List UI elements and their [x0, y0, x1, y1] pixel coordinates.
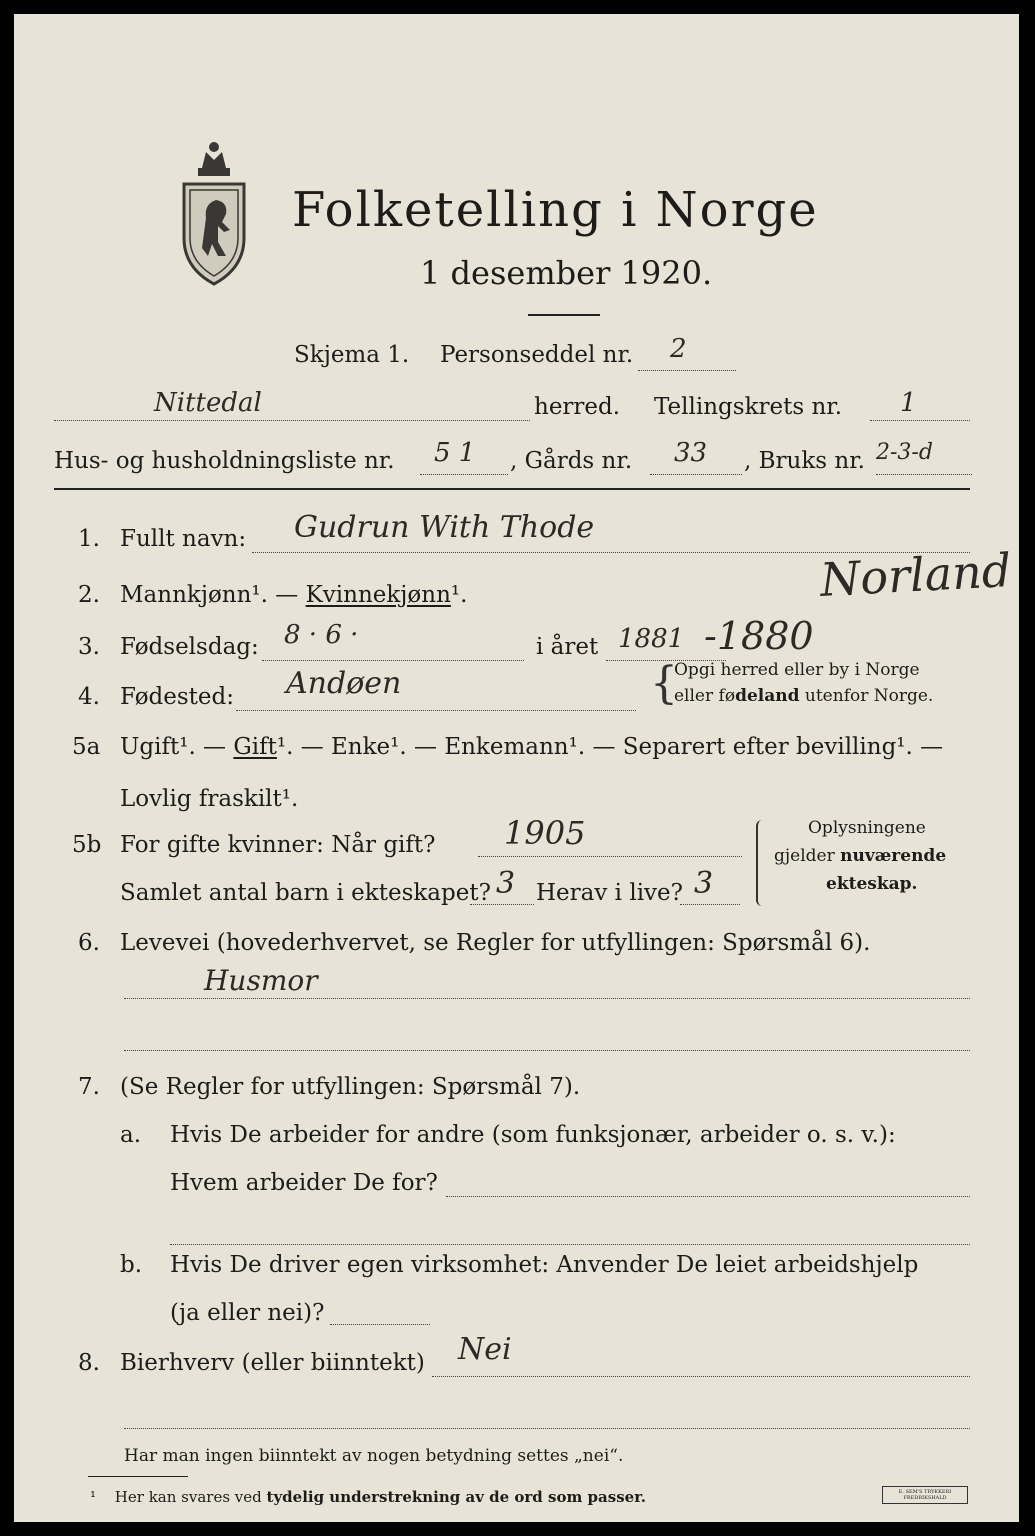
- q5b-number: 5b: [72, 832, 102, 858]
- q7a-question: Hvem arbeider De for?: [170, 1170, 438, 1196]
- personseddel-value: 2: [670, 334, 687, 364]
- form-title: Folketelling i Norge: [292, 182, 819, 238]
- q4-note2: [674, 686, 933, 706]
- q7-label: (Se Regler for utfyllingen: Spørsmål 7).: [120, 1074, 581, 1100]
- tellingskrets-value: 1: [900, 388, 917, 418]
- personseddel-line: [638, 370, 736, 371]
- herred-label: herred.: [534, 394, 621, 420]
- footnote-mark: ¹: [90, 1488, 97, 1506]
- q5b-bracket: [756, 820, 766, 906]
- personseddel-label: Personseddel nr.: [440, 342, 634, 368]
- q8-label: Bierhverv (eller biinntekt): [120, 1350, 425, 1376]
- herred-line: [54, 420, 530, 421]
- q3-year-label: i året: [536, 634, 599, 660]
- q6-number: 6.: [78, 930, 100, 956]
- q5a-line2: Lovlig fraskilt¹.: [120, 786, 299, 812]
- q8-line-1: [432, 1376, 970, 1377]
- q5b-note1: Oplysningene: [808, 818, 926, 838]
- q1-label: Fullt navn:: [120, 526, 247, 552]
- footnote: [90, 1488, 646, 1506]
- q5a-rest: ¹. — Enke¹. — Enkemann¹. — Separert efter bevilling¹. —: [276, 734, 944, 760]
- q3-day-line: [262, 660, 524, 661]
- q8-line-2: [124, 1428, 970, 1429]
- q6-label: Levevei (hovederhvervet, se Regler for utfyllingen: Spørsmål 6).: [120, 930, 871, 956]
- q7a-line-2: [170, 1244, 970, 1245]
- q3-year-value: 1881: [618, 624, 685, 654]
- q5b-note3: ekteskap.: [826, 874, 918, 894]
- q2-text: [120, 582, 467, 608]
- tellingskrets-line: [870, 420, 970, 421]
- hus-value: 5 1: [434, 438, 476, 468]
- q6-value: Husmor: [204, 964, 318, 997]
- q6-line-1: [124, 998, 970, 999]
- footer-note: Har man ingen biinntekt av nogen betydning settes „nei“.: [124, 1446, 624, 1466]
- q7a-text: Hvis De arbeider for andre (som funksjonær, arbeider o. s. v.):: [170, 1122, 896, 1148]
- q2-kvinne-suffix: ¹.: [450, 582, 468, 608]
- q4-value: Andøen: [286, 666, 402, 701]
- q7-number: 7.: [78, 1074, 100, 1100]
- q6-line-2: [124, 1050, 970, 1051]
- bruks-line: [876, 474, 972, 475]
- q5b-children-line: [470, 904, 534, 905]
- bruks-label: , Bruks nr.: [744, 448, 865, 474]
- q5b-note2-a: gjelder: [774, 846, 841, 866]
- coat-of-arms-icon: [174, 138, 254, 292]
- hus-line: [420, 474, 508, 475]
- q3-value: 8 · 6 ·: [284, 620, 359, 650]
- q5b-children-value: 3: [496, 866, 516, 901]
- q4-line: [236, 710, 636, 711]
- q1-value: Gudrun With Thode: [294, 510, 595, 545]
- q1-number: 1.: [78, 526, 100, 552]
- footnote-text-b: tydelig understrekning av de ord som passer.: [266, 1488, 646, 1506]
- tellingskrets-label: Tellingskrets nr.: [654, 394, 843, 420]
- header-rule: [54, 488, 970, 490]
- q5b-value: 1905: [504, 814, 586, 852]
- herred-value: Nittedal: [154, 388, 262, 418]
- gards-label: , Gårds nr.: [510, 448, 633, 474]
- q4-note2-c: utenfor Norge.: [799, 686, 934, 706]
- q4-note2-b: deland: [735, 686, 800, 706]
- margin-note-norland: Norland: [818, 543, 1013, 607]
- footnote-text-a: Her kan svares ved: [114, 1488, 267, 1506]
- q4-number: 4.: [78, 684, 100, 710]
- footnote-rule: [88, 1476, 188, 1477]
- q7b-text: Hvis De driver egen virksomhet: Anvender De leiet arbeidshjelp: [170, 1252, 919, 1278]
- q8-number: 8.: [78, 1350, 100, 1376]
- q5a-gift: Gift: [233, 734, 277, 760]
- q2-kvinne-label: Kvinnekjønn: [305, 582, 451, 608]
- q4-brace: {: [650, 658, 678, 709]
- q5b-children-label: Samlet antal barn i ekteskapet?: [120, 880, 491, 906]
- q8-value: Nei: [458, 1332, 512, 1367]
- printer-stamp: E. SEM'S TRYKKERI FREDRIKSHALD: [882, 1486, 968, 1504]
- q4-note2-a: eller fø: [674, 686, 736, 706]
- q5b-alive-value: 3: [694, 866, 714, 901]
- q5b-alive-line: [680, 904, 740, 905]
- title-divider: [528, 314, 600, 316]
- q7a-letter: a.: [120, 1122, 142, 1148]
- q2-mann-label: Mannkjønn¹. —: [120, 582, 299, 608]
- skjema-label: Skjema 1.: [294, 342, 410, 368]
- q5b-when-line: [478, 856, 742, 857]
- q3-number: 3.: [78, 634, 100, 660]
- q5b-label: For gifte kvinner: Når gift?: [120, 832, 436, 858]
- q7b-letter: b.: [120, 1252, 143, 1278]
- census-form: [14, 14, 1019, 1522]
- q3-year-correction: -1880: [704, 614, 814, 658]
- gards-line: [650, 474, 742, 475]
- hus-label: Hus- og husholdningsliste nr.: [54, 448, 395, 474]
- q5a-number: 5a: [72, 734, 101, 760]
- census-date: 1 desember 1920.: [420, 254, 713, 292]
- q3-label: Fødselsdag:: [120, 634, 259, 660]
- q7b-line: [330, 1324, 430, 1325]
- q5b-note2: [774, 846, 946, 866]
- bruks-value: 2-3-d: [876, 440, 933, 465]
- q5b-note2-b: nuværende: [840, 846, 947, 866]
- q4-label: Fødested:: [120, 684, 235, 710]
- q7a-line-1: [446, 1196, 970, 1197]
- gards-value: 33: [674, 438, 708, 468]
- q2-number: 2.: [78, 582, 100, 608]
- q7b-question: (ja eller nei)?: [170, 1300, 325, 1326]
- q5b-alive-label: Herav i live?: [536, 880, 683, 906]
- q5a-text: [120, 734, 943, 760]
- q4-note1: Opgi herred eller by i Norge: [674, 660, 920, 680]
- q5a-ugift: Ugift¹. —: [120, 734, 227, 760]
